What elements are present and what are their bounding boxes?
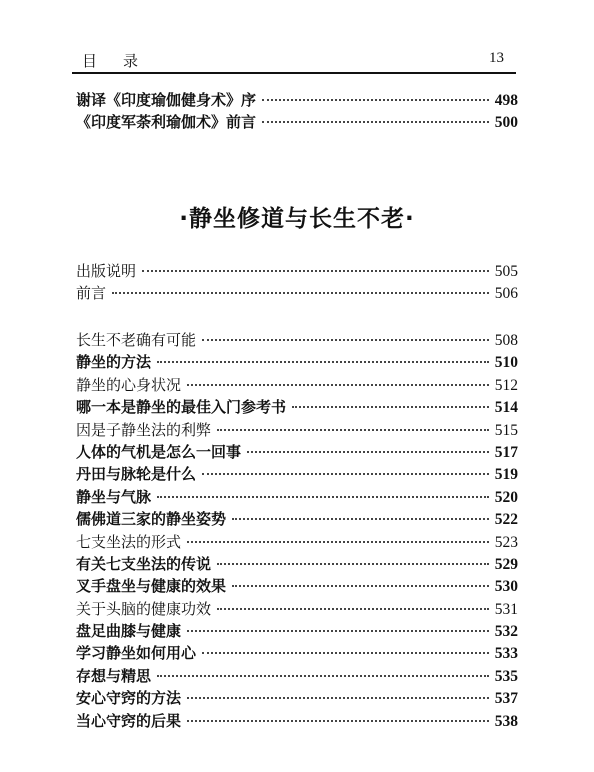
toc-entry-page: 519 (494, 466, 518, 484)
dot-leader (202, 339, 489, 341)
section-title: ·静坐修道与长生不老· (179, 206, 415, 232)
toc-entry[interactable] (76, 89, 518, 111)
dot-leader (202, 652, 489, 654)
dot-leader (112, 292, 489, 294)
toc-entry[interactable] (76, 463, 518, 485)
toc-entry-page: 533 (494, 645, 518, 663)
toc-entry[interactable] (76, 508, 518, 530)
toc-entry[interactable] (76, 531, 518, 553)
dot-leader (187, 384, 489, 386)
toc-entry[interactable] (76, 396, 518, 418)
toc-entry-page: 517 (494, 443, 518, 461)
dot-leader (262, 121, 489, 123)
dot-leader (292, 406, 489, 408)
toc-entry-page: 515 (494, 421, 518, 439)
dot-leader (232, 518, 489, 520)
dot-leader (157, 496, 489, 498)
toc-entry-title: 前言 (76, 284, 107, 303)
toc-entry-title: 盘足曲膝与健康 (76, 622, 182, 641)
toc-entry-title: 叉手盘坐与健康的效果 (76, 577, 227, 596)
toc-entry-page: 523 (494, 533, 518, 551)
toc-entry-page: 508 (494, 332, 518, 349)
dot-leader (142, 270, 489, 272)
toc-entry-page: 514 (494, 399, 518, 417)
dot-leader (262, 99, 489, 101)
toc-entry[interactable] (76, 486, 518, 508)
toc-entry[interactable] (76, 687, 518, 709)
toc-entry-page: 520 (494, 488, 518, 506)
toc-entry[interactable] (76, 441, 518, 463)
toc-entry[interactable] (76, 598, 518, 620)
toc-entry-title: 有关七支坐法的传说 (76, 554, 212, 573)
toc-entry-page: 506 (494, 285, 518, 303)
toc-entry[interactable] (76, 260, 518, 282)
toc-entry[interactable] (76, 419, 518, 441)
front-matter-list (76, 260, 518, 305)
dot-leader (157, 361, 489, 363)
toc-entry-title: 丹田与脉轮是什么 (76, 465, 197, 484)
toc-entry-page: 531 (494, 600, 518, 618)
toc-entry[interactable] (76, 665, 518, 687)
dot-leader (217, 608, 489, 610)
header-label: 目录 (82, 52, 165, 70)
toc-entry[interactable] (76, 575, 518, 597)
toc-entry-title: 《印度军荼利瑜伽术》前言 (76, 113, 257, 132)
dot-leader (247, 451, 489, 453)
toc-entry-page: 529 (494, 555, 518, 573)
toc-entry-page: 510 (494, 354, 518, 372)
toc-entry-title: 谢译《印度瑜伽健身术》序 (76, 91, 257, 109)
dot-leader (217, 563, 489, 565)
page-number: 13 (489, 50, 504, 66)
toc-entry[interactable] (76, 710, 518, 732)
toc-entry-page: 512 (494, 376, 518, 394)
toc-entry-page: 505 (494, 263, 518, 280)
toc-entry-page: 522 (494, 511, 518, 529)
dot-leader (187, 697, 489, 699)
toc-entry[interactable] (76, 642, 518, 664)
top-toc-list (76, 89, 518, 134)
toc-entry-page: 537 (494, 690, 518, 708)
toc-entry-title: 关于头脑的健康功效 (76, 599, 212, 618)
header-rule (72, 72, 516, 74)
dot-leader (187, 541, 489, 543)
toc-entry-page: 532 (494, 623, 518, 641)
toc-entry-page: 498 (494, 92, 518, 109)
toc-entry-title: 七支坐法的形式 (76, 532, 182, 551)
toc-entry-title: 儒佛道三家的静坐姿势 (76, 510, 227, 529)
toc-entry-title: 因是子静坐法的利弊 (76, 420, 212, 439)
toc-entry-page: 500 (494, 114, 518, 132)
toc-entry-title: 出版说明 (76, 262, 137, 280)
dot-leader (187, 630, 489, 632)
toc-entry[interactable] (76, 329, 518, 351)
toc-entry[interactable] (76, 351, 518, 373)
toc-entry[interactable] (76, 111, 518, 133)
toc-entry-title: 长生不老确有可能 (76, 331, 197, 349)
toc-entry-title: 静坐的方法 (76, 353, 152, 372)
page-header (72, 46, 516, 68)
toc-entry[interactable] (76, 620, 518, 642)
dot-leader (187, 720, 489, 722)
toc-entry-title: 哪一本是静坐的最佳入门参考书 (76, 398, 287, 417)
dot-leader (217, 429, 489, 431)
toc-entry[interactable] (76, 374, 518, 396)
toc-entry[interactable] (76, 553, 518, 575)
toc-entry-page: 535 (494, 667, 518, 685)
toc-entry-title: 当心守窍的后果 (76, 711, 182, 730)
toc-entry-page: 538 (494, 712, 518, 730)
toc-entry-title: 静坐与气脉 (76, 487, 152, 506)
toc-entry-title: 人体的气机是怎么一回事 (76, 442, 242, 461)
toc-entry-title: 存想与精思 (76, 666, 152, 685)
toc-entry-title: 学习静坐如何用心 (76, 644, 197, 663)
toc-entry-page: 530 (494, 578, 518, 596)
toc-entry[interactable] (76, 282, 518, 304)
dot-leader (157, 675, 489, 677)
toc-entry-title: 静坐的心身状况 (76, 375, 182, 394)
dot-leader (202, 473, 489, 475)
dot-leader (232, 585, 489, 587)
chapter-list (76, 329, 518, 732)
toc-entry-title: 安心守窍的方法 (76, 689, 182, 708)
